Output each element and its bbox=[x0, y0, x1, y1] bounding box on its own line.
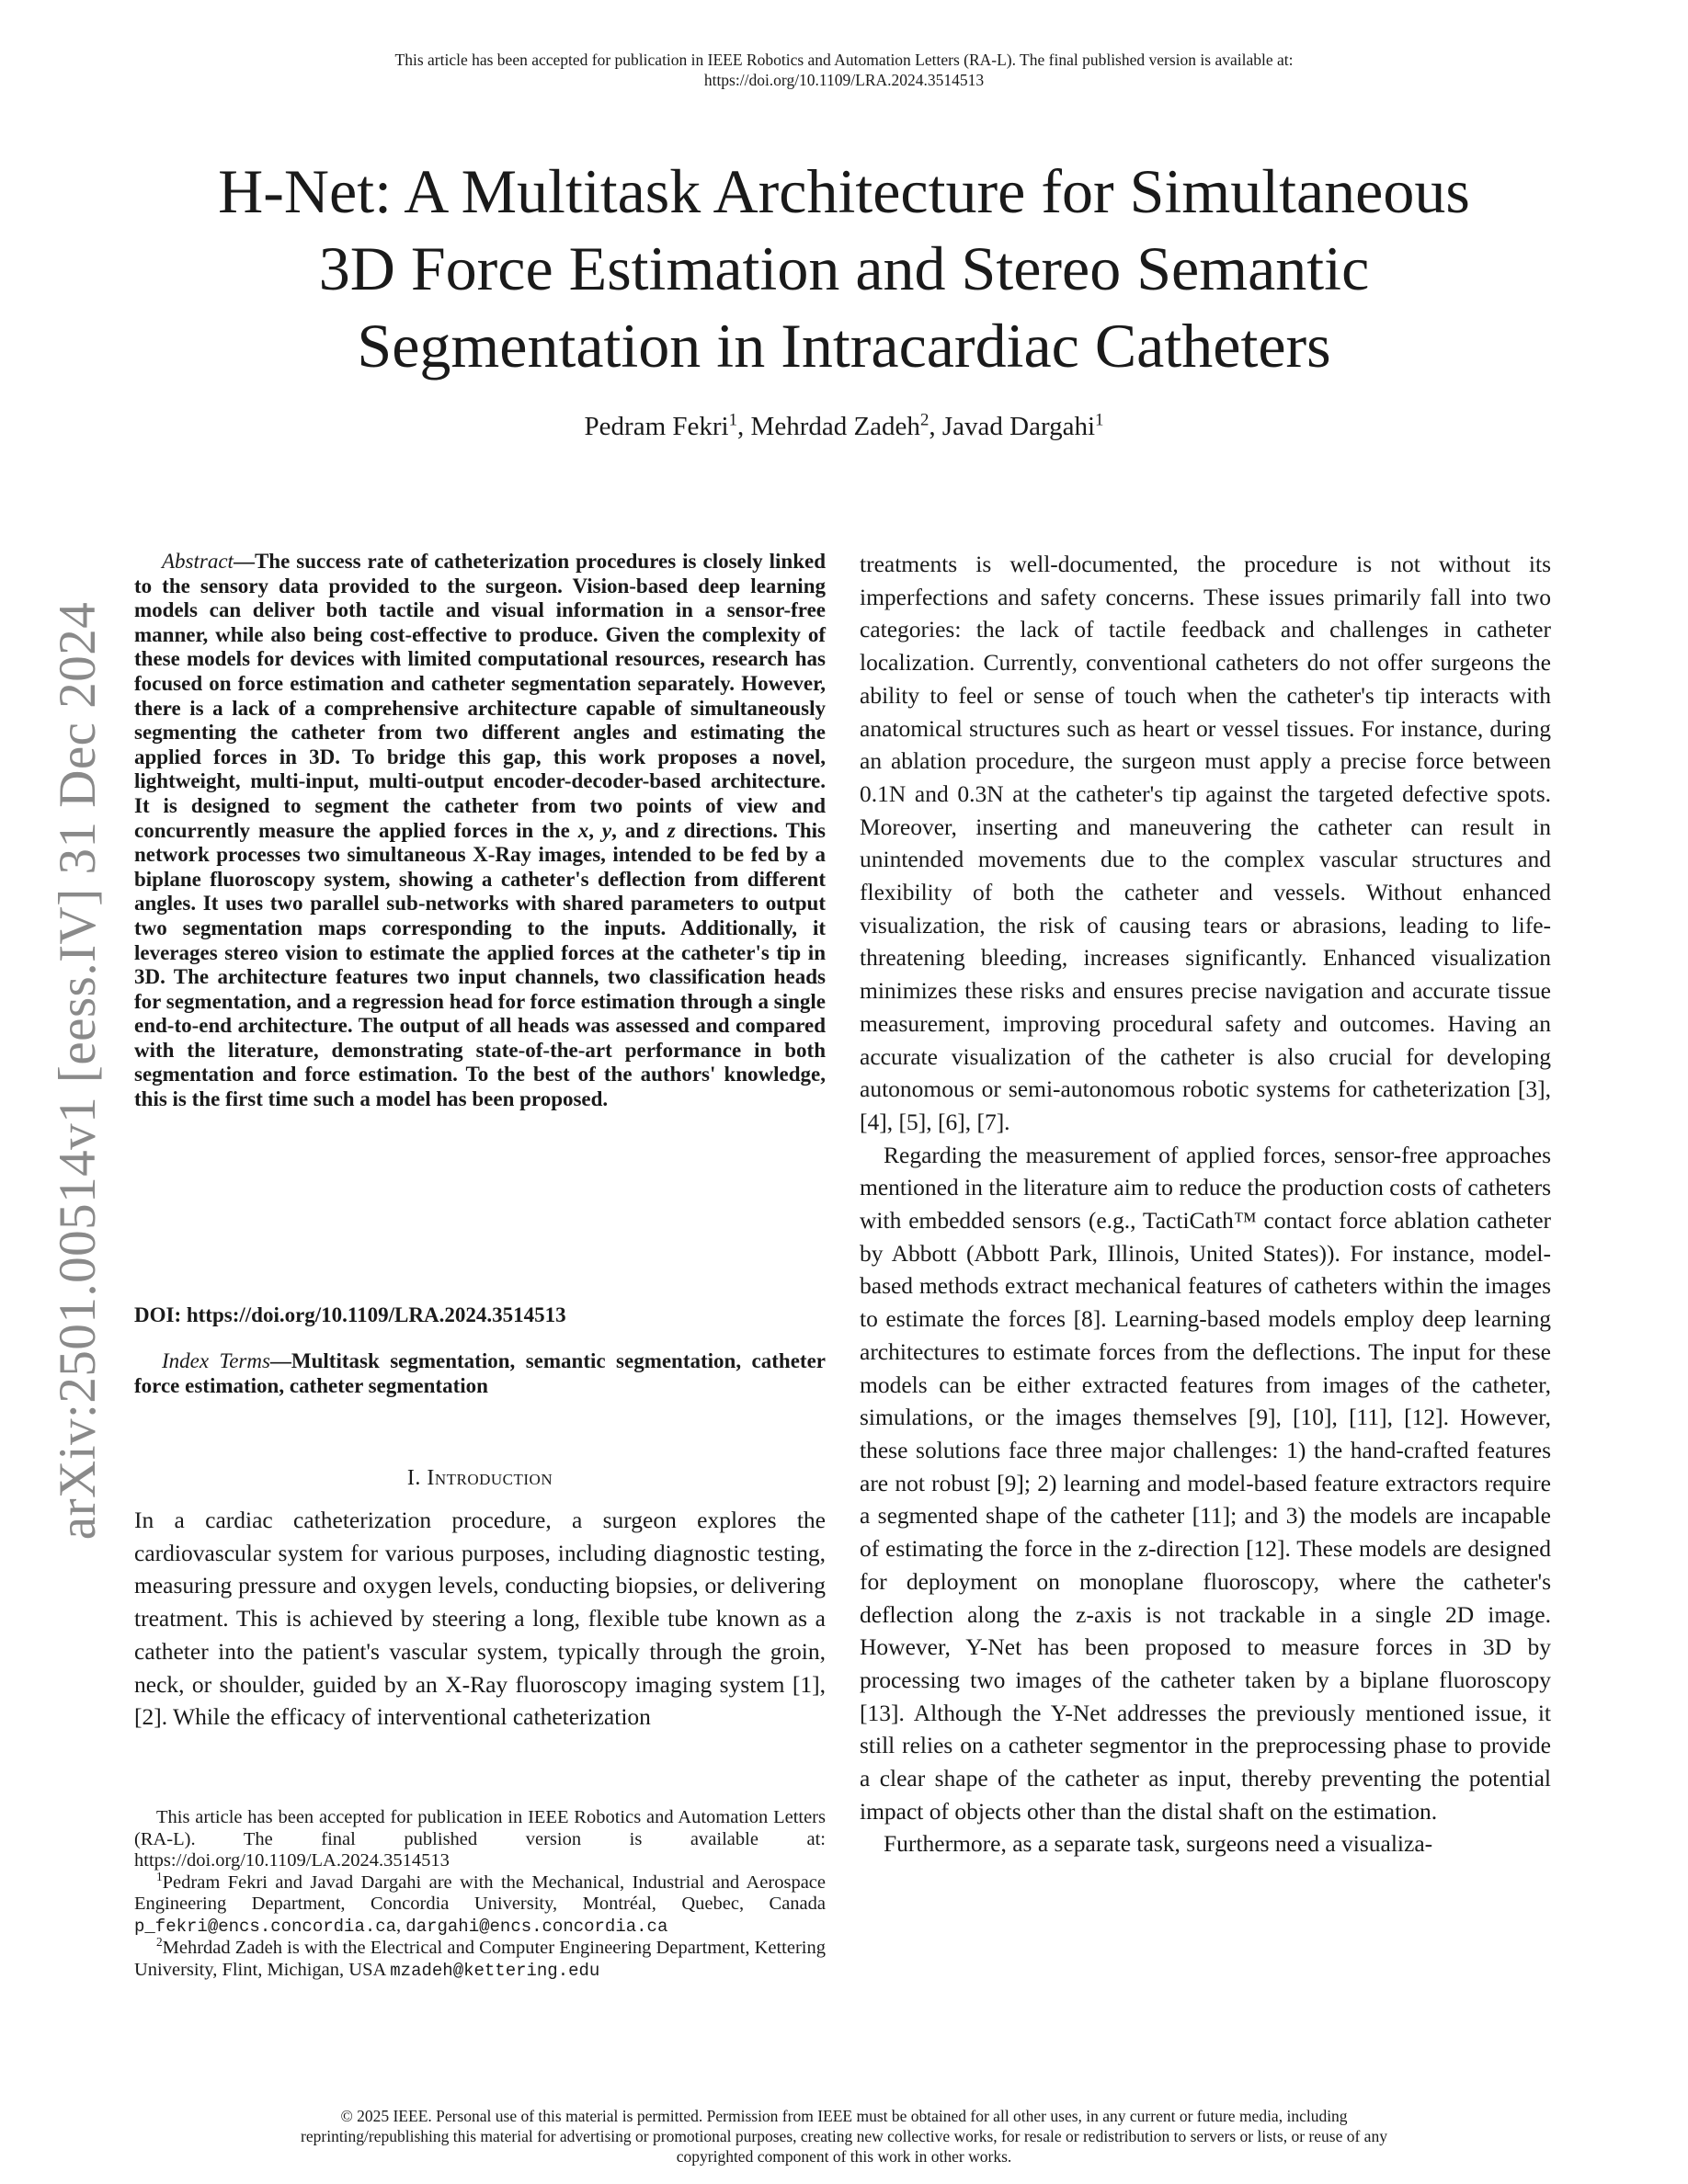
abstract-text-part-1: —The success rate of catheterization procedures is closely linked to the sensory data provided to the surgeon. Vision-based deep learning models can deliver both tactile and visual information in a sensor-free manner, while also being cost-effective to produce. Given the complexity of these models for devices with limited computational resources, research has focused on force estimation and catheter segmentation separately. However, there is a lack of a comprehensive architecture capable of simultaneously segmenting the catheter from two different angles and estimating the applied forces in 3D. To bridge this gap, this work proposes a novel, lightweight, multi-input, multi-output encoder-decoder-based architecture. It is designed to segment the catheter from two points of view and concurrently measure the applied forces in the bbox=[134, 550, 826, 842]
author-affiliation-mark: 1 bbox=[1095, 410, 1104, 430]
arxiv-identifier-watermark: arXiv:2501.00514v1 [eess.IV] 31 Dec 2024 bbox=[49, 601, 107, 1541]
section-heading-introduction: I. Introduction bbox=[406, 1466, 553, 1490]
author-list bbox=[0, 412, 1688, 442]
index-terms bbox=[134, 1349, 826, 1398]
index-terms-lead: Index Terms bbox=[162, 1349, 270, 1372]
footnote-mark: 1 bbox=[156, 1869, 163, 1883]
body-paragraph: Furthermore, as a separate task, surgeons need a visualiza- bbox=[884, 1830, 1433, 1858]
abstract-separator: , and bbox=[611, 818, 667, 842]
author-separator: , bbox=[929, 412, 942, 441]
footnotes bbox=[134, 1807, 826, 1982]
footnote-mark: 2 bbox=[156, 1935, 163, 1950]
copyright-line-1: © 2025 IEEE. Personal use of this material is permitted. Permission from IEEE must be obtained for all other uses, in any current or future media, including bbox=[340, 2107, 1348, 2125]
footnote-affiliation-1: $^1$Pedram Fekri and Javad Dargahi are with the Mechanical, Industrial and Aerospace Engineering Department, Concordia University, Montréal, Quebec, Canada p_fekri@encs.concordia.ca, dargahi@encs.concordia.ca bbox=[134, 1869, 826, 1937]
email-address: p_fekri@encs.concordia.ca bbox=[134, 1916, 397, 1937]
copyright-line-2: reprinting/republishing this material for advertising or promotional purposes, creating new collective works, for resale or redistribution to servers or lists, or reuse of any bbox=[301, 2127, 1387, 2145]
header-note-line-1: This article has been accepted for publication in IEEE Robotics and Automation Letters (RA-L). The final published version is available at: bbox=[394, 51, 1294, 69]
abstract-math-y: y bbox=[601, 818, 612, 842]
author-affiliation-mark: 1 bbox=[728, 410, 738, 430]
right-column bbox=[860, 548, 1551, 1860]
body-paragraph: Regarding the measurement of applied forces, sensor-free approaches mentioned in the literature aim to reduce the production costs of catheters with embedded sensors (e.g., TactiCath™ contact force ablation catheter by Abbott (Abbott Park, Illinois, United States)). For instance, model-based methods extract mechanical features of catheters within the images to estimate the forces [8]. Learning-based models employ deep learning architectures to estimate forces from the deflections. The input for these models can be either extracted features from images of the catheter, simulations, or the images themselves [9], [10], [11], [12]. However, these solutions face three major challenges: 1) the hand-crafted features are not robust [9]; 2) learning and model-based feature extractors require a segmented shape of the catheter [11]; and 3) the models are incapable of estimating the force in the z-direction [12]. These models are designed for deployment on monoplane fluoroscopy, where the catheter's deflection along the z-axis is not trackable in a single 2D image. However, Y-Net has been proposed to measure forces in 3D by processing two images of the catheter taken by a biplane fluoroscopy [13]. Although the Y-Net addresses the previously mentioned issue, it still relies on a catheter segmentor in the preprocessing phase to provide a clear shape of the catheter as input, thereby preventing the potential impact of objects other than the distal shaft on the estimation. bbox=[860, 1141, 1551, 1825]
paper-title bbox=[92, 153, 1596, 384]
author-separator: , bbox=[737, 412, 751, 441]
title-line-2: 3D Force Estimation and Stereo Semantic bbox=[318, 233, 1370, 303]
footnote-text: Pedram Fekri and Javad Dargahi are with the Mechanical, Industrial and Aerospace Engineering Department, Concordia University, Montréal, Quebec, Canada bbox=[134, 1871, 826, 1914]
author-name: Mehrdad Zadeh bbox=[750, 412, 920, 441]
header-note bbox=[0, 50, 1688, 90]
copyright-line-3: copyrighted component of this work in other works. bbox=[676, 2147, 1012, 2166]
author-name: Javad Dargahi bbox=[941, 412, 1096, 441]
title-line-3: Segmentation in Intracardiac Catheters bbox=[357, 311, 1331, 381]
footnote-affiliation-2 bbox=[134, 1935, 826, 1982]
email-address: mzadeh@kettering.edu bbox=[390, 1960, 600, 1981]
index-terms-text: —Multitask segmentation, semantic segmentation, catheter force estimation, catheter segmentation bbox=[134, 1349, 826, 1397]
abstract-math-z: z bbox=[667, 818, 676, 842]
author-affiliation-mark: 2 bbox=[919, 410, 930, 430]
email-address: dargahi@encs.concordia.ca bbox=[405, 1916, 668, 1937]
footnote-text: Mehrdad Zadeh is with the Electrical and Computer Engineering Department, Kettering University, Flint, Michigan, USA bbox=[134, 1938, 826, 1980]
footnote-publication: This article has been accepted for publication in IEEE Robotics and Automation Letters (RA-L). The final published version is available at: https://doi.org/10.1109/LA.2024.3514513 bbox=[134, 1807, 826, 1871]
copyright-notice bbox=[138, 2106, 1550, 2167]
body-paragraph: treatments is well-documented, the procedure is not without its imperfections and safety concerns. These issues primarily fall into two categories: the lack of tactile feedback and challenges in catheter localization. Currently, conventional catheters do not offer surgeons the ability to feel or sense of touch when the catheter's tip interacts with anatomical structures such as heart or vessel tissues. For instance, during an ablation procedure, the surgeon must apply a precise force between 0.1N and 0.3N at the catheter's tip against the targeted defective spots. Moreover, inserting and maneuvering the catheter can result in unintended movements due to the complex vascular structures and flexibility of both the catheter and vessels. Without enhanced visualization, the risk of causing tears or abrasions, leading to life-threatening bleeding, increases significantly. Enhanced visualization minimizes these risks and ensures precise navigation and accurate tissue measurement, improving procedural safety and outcomes. Having an accurate visualization of the catheter is also crucial for developing autonomous or semi-autonomous robotic systems for catheterization [3], [4], [5], [6], [7]. bbox=[860, 551, 1551, 1135]
doi-line: DOI: https://doi.org/10.1109/LRA.2024.3514513 bbox=[134, 1303, 566, 1326]
abstract-lead: Abstract bbox=[162, 550, 234, 573]
introduction-paragraph: In a cardiac catheterization procedure, a surgeon explores the cardiovascular system for various purposes, including diagnostic testing, measuring pressure and oxygen levels, conducting biopsies, or delivering treatment. This is achieved by steering a long, flexible tube known as a catheter into the patient's vascular system, typically through the groin, neck, or shoulder, guided by an X-Ray fluoroscopy imaging system [1], [2]. While the efficacy of interventional catheterization bbox=[134, 1507, 826, 1731]
abstract bbox=[134, 550, 826, 1112]
abstract-text-part-2: directions. This network processes two simultaneous X-Ray images, intended to be fed by a biplane fluoroscopy system, showing a catheter's deflection from different angles. It uses two parallel sub-networks with shared parameters to output two segmentation maps corresponding to the inputs. Additionally, it leverages stereo vision to estimate the applied forces at the catheter's tip in 3D. The architecture features two input channels, two classification heads for segmentation, and a regression head for force estimation through a single end-to-end architecture. The output of all heads was assessed and compared with the literature, demonstrating state-of-the-art performance in both segmentation and force estimation. To the best of the authors' knowledge, this is the first time such a model has been proposed. bbox=[134, 818, 826, 1111]
author-name: Pedram Fekri bbox=[584, 412, 729, 441]
abstract-separator: , bbox=[588, 818, 602, 842]
header-note-line-2: https://doi.org/10.1109/LRA.2024.3514513 bbox=[703, 71, 985, 89]
abstract-math-x: x bbox=[577, 818, 589, 842]
title-line-1: H-Net: A Multitask Architecture for Simultaneous bbox=[218, 156, 1470, 226]
